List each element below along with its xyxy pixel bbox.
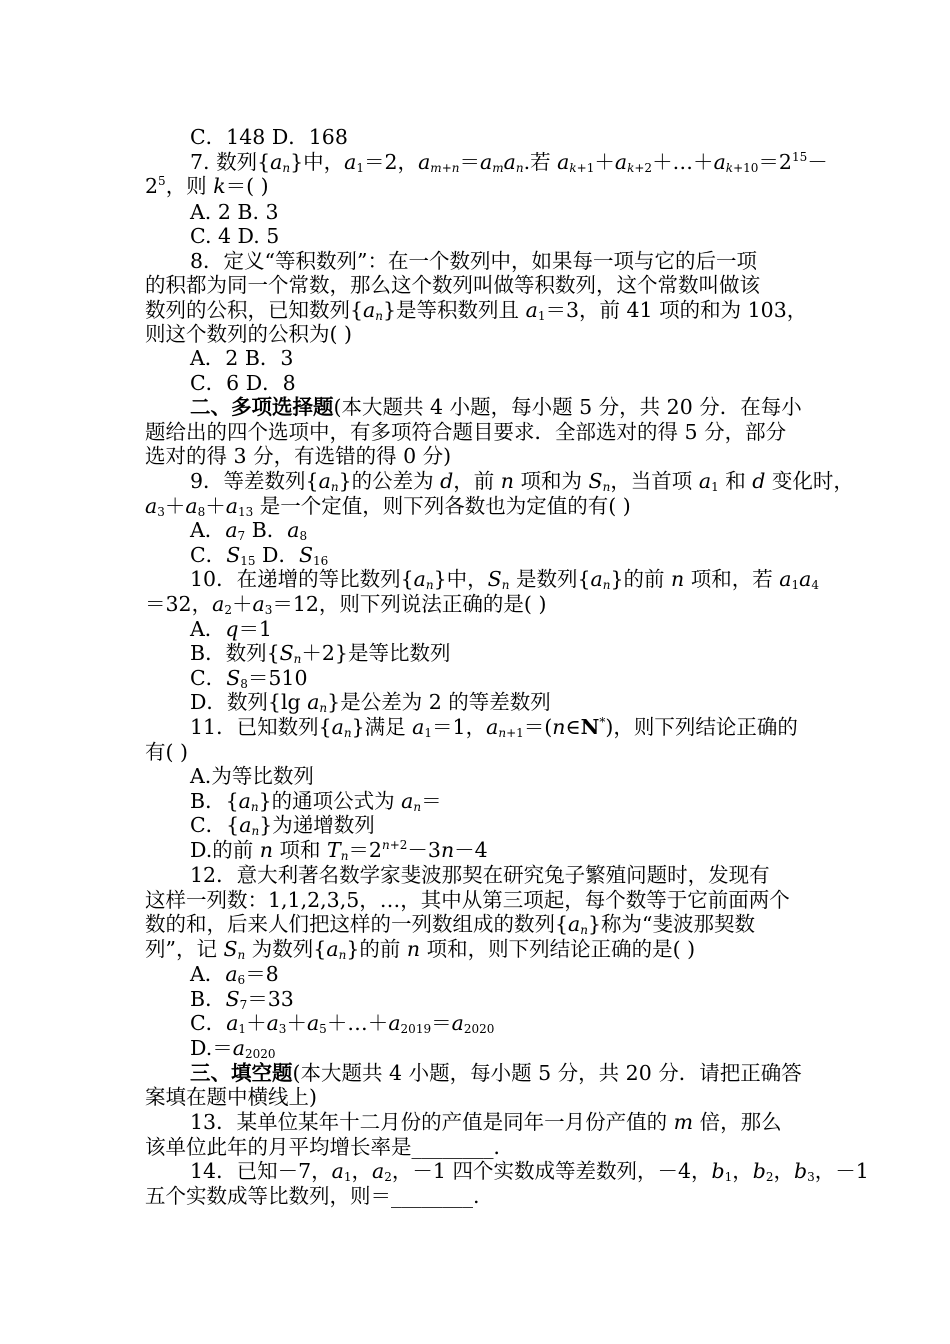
option-line: D．数列{lg $a_n$}是公差为 2 的等差数列 [190,690,551,715]
question-9-line-1: 9．等差数列$\{a_n\}$的公差为 d，前 n 项和为 $S_n$，当首项 $a_1$ 和 d 变化时， [190,469,854,494]
question-12-line-1: 12．意大利著名数学家斐波那契在研究兔子繁殖问题时，发现有 [190,863,770,887]
option-line: D.的前 n 项和 $T_n=2^{n+2}-3n-4$ [190,838,488,863]
question-11-line-1: 11．已知数列$\{a_n\}$满足 $a_1=1$，$a_{n+1}=(n\in N^*)$，则下列结论正确的 [190,715,798,740]
option-line: C．6 D．8 [190,371,296,395]
option-line: A．2 B．3 [190,346,294,370]
question-8-line-4: 则这个数列的公积为( ) [145,322,353,346]
question-12-line-2: 这样一列数：1,1,2,3,5，…，其中从第三项起，每个数等于它前面两个 [145,888,790,912]
section-2-heading: 二、多项选择题(本大题共 4 小题，每小题 5 分，共 20 分．在每小 [190,395,802,419]
question-10-line-2: ＝32，$a_2+a_3=12$，则下列说法正确的是( ) [145,592,547,617]
question-8-line-1: 8．定义“等积数列”：在一个数列中，如果每一项与它的后一项 [190,249,758,273]
option-line: C．$\{a_n\}$为递增数列 [190,813,375,838]
question-12-line-4: 列”，记 $S_n$ 为数列$\{a_n\}$的前 n 项和，则下列结论正确的是( ) [145,937,696,962]
option-line: B．$S_7=33$ [190,987,294,1012]
question-13-line-2: 该单位此年的月平均增长率是________． [145,1135,514,1159]
text-line: C．148 D．168 [190,125,348,149]
section-2-text: 题给出的四个选项中，有多项符合题目要求．全部选对的得 5 分，部分 [145,420,787,444]
question-14-line-2: 五个实数成等比数列，则＝________. [145,1184,480,1208]
question-14-line-1: 14．已知－7，$a_1$，$a_2$，－1 四个实数成等差数列，－4，$b_1$，$b_2$，$b_3$，－1 [190,1159,869,1184]
option-line: B．$\{a_n\}$的通项公式为 $a_n=$ [190,789,442,814]
question-7-line-2: $2^5$，则 k＝( ) [145,174,269,198]
question-13-line-1: 13．某单位某年十二月份的产值是同年一月份产值的 m 倍，那么 [190,1110,782,1134]
question-9-line-2: $a_3+a_8+a_{13}$ 是一个定值，则下列各数也为定值的有( ) [145,494,631,519]
option-line: A. 2 B. 3 [190,200,279,224]
section-3-heading: 三、填空题(本大题共 4 小题，每小题 5 分，共 20 分．请把正确答 [190,1061,802,1085]
option-line: $D.=a_{2020}$ [190,1036,276,1061]
question-10-line-1: 10．在递增的等比数列$\{a_n\}$中，$S_n$ 是数列$\{a_n\}$的前 n 项和，若 $a_1a_4$ [190,567,820,592]
option-line: C．$S_8=510$ [190,666,308,691]
option-line: C．$a_1+a_3+a_5+\dots+a_{2019}=a_{2020}$ [190,1011,495,1036]
option-line: C. 4 D. 5 [190,224,280,248]
question-12-line-3: 数的和，后来人们把这样的一列数组成的数列$\{a_n\}$称为“斐波那契数 [145,912,756,937]
option-line: A．q＝1 [190,617,272,641]
question-11-line-2: 有( ) [145,740,189,764]
option-line: A．$a_7$ B．$a_8$ [190,518,308,543]
question-8-line-3: 数列的公积，已知数列$\{a_n\}$是等积数列且 $a_1=3$，前 41 项的和为 103， [145,298,808,323]
question-8-line-2: 的积都为同一个常数，那么这个数列叫做等积数列，这个常数叫做该 [145,273,760,297]
option-line: C．$S_{15}$ D．$S_{16}$ [190,543,329,568]
option-line: B．数列$\{S_n+2\}$是等比数列 [190,641,451,666]
option-line: A．$a_6=8$ [190,962,279,987]
option-line: A.为等比数列 [190,764,314,788]
question-7-line-1: 7. 数列$\{a_n\}$中，$a_1=2$，$a_{m+n}=a_ma_n$.若 $a_{k+1}+a_{k+2}+\dots+a_{k+10}=2^{15}-$ [190,150,828,175]
section-2-text: 选对的得 3 分，有选错的得 0 分) [145,444,452,468]
section-3-text: 案填在题中横线上) [145,1085,317,1109]
